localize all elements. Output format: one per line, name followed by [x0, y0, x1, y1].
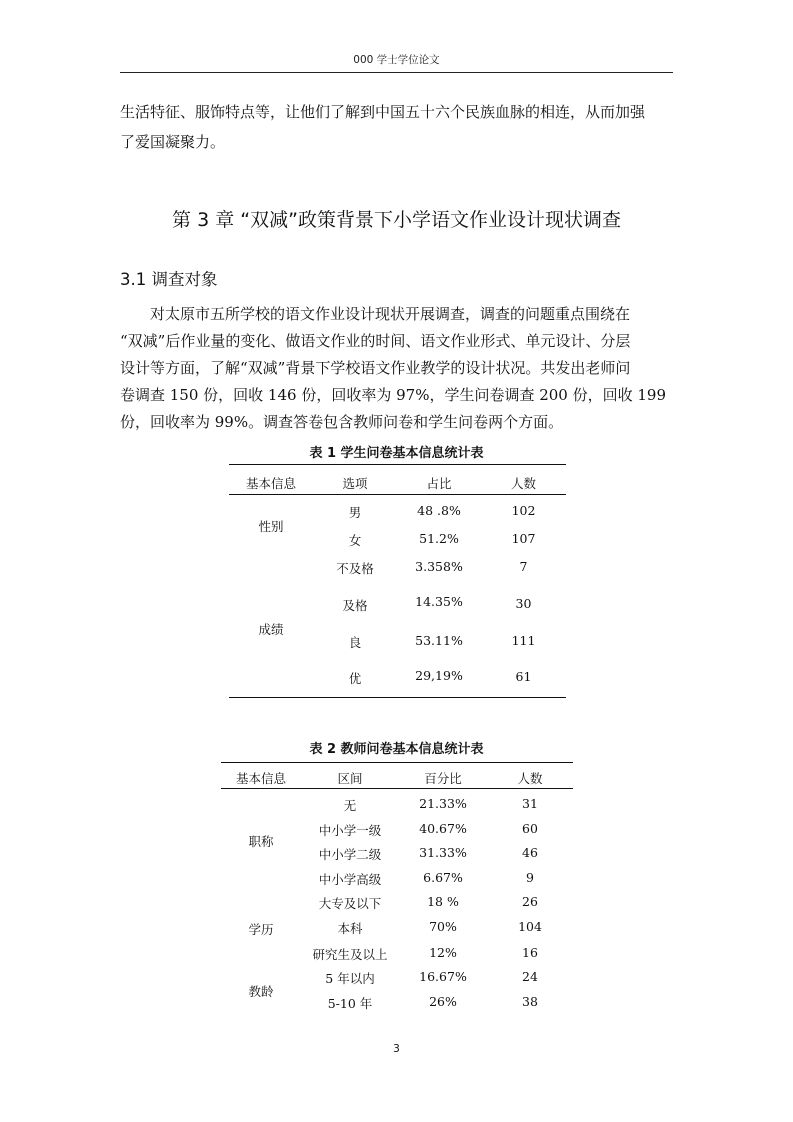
- table1-cell: 61: [515, 669, 532, 684]
- table1-cell: 14.35%: [415, 594, 463, 609]
- table2-header: 基本信息: [235, 771, 286, 786]
- page-number: 3: [393, 1043, 400, 1055]
- table2-cell: 大专及以下: [318, 896, 382, 911]
- section-title: 3.1 调查对象: [120, 270, 218, 289]
- chapter-title: 第 3 章 “双减”政策背景下小学语文作业设计现状调查: [172, 209, 621, 231]
- table1-cell: 7: [519, 559, 528, 574]
- table2-header: 百分比: [424, 771, 462, 786]
- table2-cell: 104: [518, 919, 542, 934]
- table2-header-rule: [221, 788, 573, 789]
- table2-cell: 31.33%: [419, 845, 467, 860]
- table2-top-rule: [221, 762, 573, 763]
- table1-header: 选项: [342, 476, 368, 491]
- table2-cell: 16.67%: [419, 969, 467, 984]
- table2-cell: 60: [522, 821, 538, 836]
- table2-cell: 5-10 年: [327, 996, 373, 1011]
- table2-cell: 70%: [429, 919, 457, 934]
- table2-cell: 26: [522, 894, 538, 909]
- table1-header: 占比: [426, 476, 452, 491]
- table1-header: 人数: [510, 476, 536, 491]
- table1-cell: 51.2%: [419, 531, 459, 546]
- table1-cell: 优: [348, 671, 362, 686]
- table1-group-cell: 性别: [258, 519, 284, 534]
- header-rule: [120, 72, 673, 73]
- table2-cell: 无: [343, 798, 357, 813]
- table2-group-cell: 职称: [248, 834, 274, 849]
- table2-cell: 中小学二级: [318, 847, 382, 862]
- intro-line: 了爱国凝聚力。: [120, 133, 226, 151]
- table1-cell: 107: [511, 531, 536, 546]
- body-line: 设计等方面，了解“双减”背景下学校语文作业教学的设计状况。共发出老师问: [120, 359, 631, 377]
- table2-cell: 21.33%: [419, 796, 467, 811]
- table2-header: 人数: [517, 771, 543, 786]
- table2-cell: 6.67%: [423, 870, 463, 885]
- table2-cell: 24: [522, 969, 538, 984]
- table2-cell: 本科: [337, 921, 363, 936]
- intro-line: 生活特征、服饰特点等，让他们了解到中国五十六个民族血脉的相连，从而加强: [120, 103, 646, 121]
- table1-cell: 29,19%: [415, 668, 463, 683]
- table1-cell: 男: [348, 505, 362, 520]
- table1-bottom-rule: [229, 697, 566, 698]
- table1-cell: 及格: [342, 598, 368, 613]
- body-line: 份，回收率为 99%。调查答卷包含教师问卷和学生问卷两个方面。: [120, 413, 564, 431]
- table1-header: 基本信息: [245, 476, 296, 491]
- table2-cell: 9: [526, 870, 534, 885]
- table1-cell: 3.358%: [415, 559, 463, 574]
- table2-cell: 18 %: [427, 894, 459, 909]
- table2-header: 区间: [337, 771, 363, 786]
- table2-cell: 12%: [429, 945, 457, 960]
- table2-group-cell: 教龄: [248, 984, 274, 999]
- table1-cell: 102: [511, 503, 536, 518]
- table2-group-cell: 学历: [248, 922, 274, 937]
- body-line: “双减”后作业量的变化、做语文作业的时间、语文作业形式、单元设计、分层: [120, 332, 631, 350]
- table2-cell: 46: [522, 845, 538, 860]
- table1-cell: 111: [511, 633, 536, 648]
- body-line: 卷调查 150 份，回收 146 份，回收率为 97%，学生问卷调查 200 份，回收 199: [120, 386, 667, 404]
- table2-cell: 研究生及以上: [312, 947, 388, 962]
- table2-cell: 5 年以内: [325, 971, 375, 986]
- table1-cell: 女: [348, 533, 362, 548]
- body-line: 对太原市五所学校的语文作业设计现状开展调查，调查的问题重点围绕在: [150, 305, 631, 323]
- table2-cell: 31: [522, 796, 538, 811]
- table2-caption: 表 2 教师问卷基本信息统计表: [309, 742, 484, 757]
- table1-cell: 53.11%: [415, 633, 463, 648]
- running-header: 000 学士学位论文: [353, 54, 440, 66]
- table1-group-cell: 成绩: [258, 622, 284, 637]
- table2-cell: 26%: [429, 994, 457, 1009]
- table1-top-rule: [229, 464, 566, 465]
- table2-cell: 16: [522, 945, 538, 960]
- table2-cell: 中小学高级: [318, 872, 382, 887]
- table1-caption: 表 1 学生问卷基本信息统计表: [309, 446, 484, 461]
- table1-cell: 48 .8%: [417, 503, 461, 518]
- table1-cell: 良: [348, 635, 362, 650]
- table1-header-rule: [229, 494, 566, 495]
- table1-cell: 不及格: [336, 561, 374, 576]
- table2-cell: 中小学一级: [318, 823, 382, 838]
- table2-cell: 38: [522, 994, 538, 1009]
- table2-cell: 40.67%: [419, 821, 467, 836]
- table1-cell: 30: [515, 596, 532, 611]
